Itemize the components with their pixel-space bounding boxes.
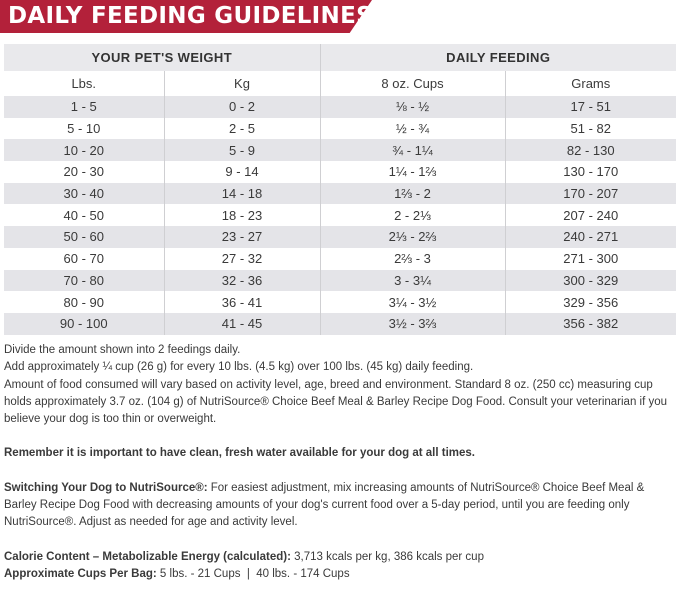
cups-cell: ½ - ¾: [320, 118, 505, 140]
table-row: [4, 204, 676, 226]
table-row: [4, 270, 676, 292]
note-switching: [4, 480, 676, 532]
kg-cell: 2 - 5: [164, 118, 320, 140]
grams-cell: 329 - 356: [505, 291, 676, 313]
grams-cell: 240 - 271: [505, 226, 676, 248]
grams-cell: 51 - 82: [505, 118, 676, 140]
note-amount-varies: Amount of food consumed will vary based on activity level, age, breed and environment. Standard 8 oz. (250 cc) measuring cup holds approximately 3.7 oz. (104 g) of NutriSource® Choice Beef Meal & Barley Recipe Dog Food. Consult your veterinarian if you believe your dog is too thin or overweight.: [4, 378, 668, 426]
cups-cell: 3½ - 3⅔: [320, 313, 505, 335]
table-row: [4, 291, 676, 313]
cups-header: 8 oz. Cups: [320, 71, 505, 96]
cups-cell: 3 - 3¼: [320, 270, 505, 292]
grams-cell: 356 - 382: [505, 313, 676, 335]
kg-cell: 0 - 2: [164, 96, 320, 118]
table-row: [4, 248, 676, 270]
cups-per-bag-text: 5 lbs. - 21 Cups | 40 lbs. - 174 Cups: [156, 567, 350, 580]
table-row: [4, 139, 676, 161]
cups-cell: 2⅓ - 2⅔: [320, 226, 505, 248]
lbs-header: Lbs.: [4, 71, 164, 96]
daily-feeding-header: DAILY FEEDING: [320, 44, 676, 71]
lbs-cell: 60 - 70: [4, 248, 164, 270]
table-row: [4, 226, 676, 248]
note-calorie: [4, 549, 676, 566]
feeding-table: [4, 44, 676, 335]
grams-cell: 17 - 51: [505, 96, 676, 118]
cups-per-bag-label: Approximate Cups Per Bag:: [4, 567, 157, 580]
feeding-table-body: [4, 96, 676, 335]
grams-cell: 130 - 170: [505, 161, 676, 183]
grams-cell: 271 - 300: [505, 248, 676, 270]
cups-cell: 1¼ - 1⅔: [320, 161, 505, 183]
lbs-cell: 30 - 40: [4, 183, 164, 205]
lbs-cell: 10 - 20: [4, 139, 164, 161]
cups-cell: ⅛ - ½: [320, 96, 505, 118]
lbs-cell: 90 - 100: [4, 313, 164, 335]
notes-section: [4, 342, 676, 583]
grams-cell: 300 - 329: [505, 270, 676, 292]
lbs-cell: 5 - 10: [4, 118, 164, 140]
sub-header-row: [4, 71, 676, 96]
cups-cell: 2⅔ - 3: [320, 248, 505, 270]
cups-cell: 1⅔ - 2: [320, 183, 505, 205]
note-feedings: Divide the amount shown into 2 feedings daily.: [4, 344, 241, 356]
kg-cell: 27 - 32: [164, 248, 320, 270]
kg-cell: 36 - 41: [164, 291, 320, 313]
cups-cell: 3¼ - 3½: [320, 291, 505, 313]
lbs-cell: 50 - 60: [4, 226, 164, 248]
note-water: Remember it is important to have clean, fresh water available for your dog at all times.: [4, 447, 476, 460]
kg-cell: 32 - 36: [164, 270, 320, 292]
grams-header: Grams: [505, 71, 676, 96]
grams-cell: 170 - 207: [505, 183, 676, 205]
group-header-row: [4, 44, 676, 71]
kg-cell: 9 - 14: [164, 161, 320, 183]
note-cups-per-bag: [4, 566, 676, 583]
kg-header: Kg: [164, 71, 320, 96]
kg-cell: 5 - 9: [164, 139, 320, 161]
lbs-cell: 40 - 50: [4, 204, 164, 226]
cups-cell: ¾ - 1¼: [320, 139, 505, 161]
kg-cell: 14 - 18: [164, 183, 320, 205]
kg-cell: 18 - 23: [164, 204, 320, 226]
calorie-label: Calorie Content – Metabolizable Energy (calculated):: [4, 550, 291, 563]
lbs-cell: 80 - 90: [4, 291, 164, 313]
pet-weight-header: YOUR PET'S WEIGHT: [4, 44, 320, 71]
calorie-text: 3,713 kcals per kg, 386 kcals per cup: [290, 550, 484, 563]
lbs-cell: 1 - 5: [4, 96, 164, 118]
table-row: [4, 161, 676, 183]
table-row: [4, 118, 676, 140]
cups-cell: 2 - 2⅓: [320, 204, 505, 226]
table-row: [4, 313, 676, 335]
kg-cell: 23 - 27: [164, 226, 320, 248]
page-title: DAILY FEEDING GUIDELINES: [8, 3, 373, 29]
table-row: [4, 96, 676, 118]
grams-cell: 207 - 240: [505, 204, 676, 226]
kg-cell: 41 - 45: [164, 313, 320, 335]
switching-text: For easiest adjustment, mix increasing amounts of NutriSource® Choice Beef Meal & Barley Recipe Dog Food with decreasing amounts of your dog's current food over a 5-day period, until you are feeding only NutriSource®. Adjust as needed for age and activity level.: [4, 481, 645, 529]
lbs-cell: 20 - 30: [4, 161, 164, 183]
table-row: [4, 183, 676, 205]
switching-label: Switching Your Dog to NutriSource®:: [4, 481, 208, 494]
note-extra-weight: Add approximately ¼ cup (26 g) for every 10 lbs. (4.5 kg) over 100 lbs. (45 kg) daily feeding.: [4, 361, 474, 374]
lbs-cell: 70 - 80: [4, 270, 164, 292]
grams-cell: 82 - 130: [505, 139, 676, 161]
